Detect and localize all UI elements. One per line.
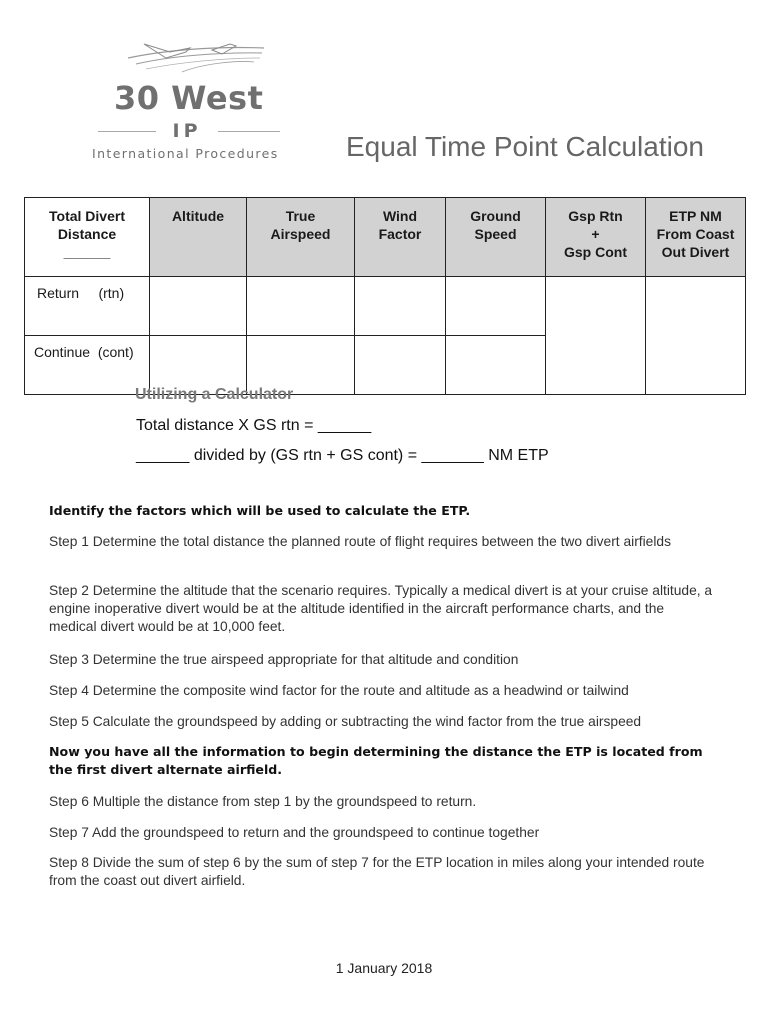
airplane-icon (126, 42, 266, 82)
footer-date: 1 January 2018 (335, 960, 433, 976)
header-wind-factor: Wind Factor (355, 198, 446, 277)
formula-line-2: ______ divided by (GS rtn + GS cont) = _______ NM ETP (136, 447, 549, 464)
step-8: Step 8 Divide the sum of step 6 by the sum of step 7 for the ETP location in miles along your intended route from the coast out divert airfield. (49, 855, 705, 888)
header-total-divert-distance: Total Divert Distance ______ (25, 198, 150, 277)
table-row (25, 277, 746, 336)
cell-continue-wind-factor[interactable] (355, 336, 446, 395)
header-ground-speed: Ground Speed (446, 198, 546, 277)
step-5: Step 5 Calculate the groundspeed by adding or subtracting the wind factor from the true airspeed (49, 714, 642, 729)
cell-return-wind-factor[interactable] (355, 277, 446, 336)
logo-rule-right (218, 131, 280, 132)
step-2: Step 2 Determine the altitude that the scenario requires. Typically a medical divert is at your cruise altitude, a engine inoperative divert would be at the altitude identified in the aircraft performance charts, and the medical divert would be at 10,000 feet. (49, 583, 713, 634)
step-1: Step 1 Determine the total distance the planned route of flight requires between the two divert airfields (49, 534, 671, 549)
calculator-heading: Utilizing a Calculator (135, 386, 294, 403)
etp-table (24, 197, 746, 395)
cell-return-altitude[interactable] (150, 277, 247, 336)
logo-wordmark: 30 West (114, 79, 264, 117)
logo-tagline: International Procedures (92, 146, 279, 161)
cell-gsp-sum[interactable] (546, 277, 646, 395)
instructions-intro: Identify the factors which will be used to calculate the ETP. (49, 503, 471, 518)
table-header-row (25, 198, 746, 277)
header-altitude: Altitude (150, 198, 247, 277)
header-gsp-sum: Gsp Rtn + Gsp Cont (546, 198, 646, 277)
step-7: Step 7 Add the groundspeed to return and the groundspeed to continue together (49, 825, 540, 840)
cell-return-true-airspeed[interactable] (247, 277, 355, 336)
cell-etp-nm[interactable] (646, 277, 746, 395)
row-label-return: Return (rtn) (25, 277, 150, 336)
instructions-summary: Now you have all the information to begin determining the distance the ETP is located from the first divert alternate airfield. (49, 744, 703, 777)
step-6: Step 6 Multiple the distance from step 1 by the groundspeed to return. (49, 794, 477, 809)
cell-return-ground-speed[interactable] (446, 277, 546, 336)
formula-line-1: Total distance X GS rtn = ______ (136, 417, 372, 434)
row-label-continue: Continue (cont) (25, 336, 150, 395)
page-title: Equal Time Point Calculation (346, 131, 704, 162)
cell-continue-ground-speed[interactable] (446, 336, 546, 395)
header-true-airspeed: True Airspeed (247, 198, 355, 277)
company-logo (92, 42, 292, 167)
logo-ip-text: IP (172, 120, 202, 142)
step-4: Step 4 Determine the composite wind factor for the route and altitude as a headwind or tailwind (49, 683, 629, 698)
step-3: Step 3 Determine the true airspeed appropriate for that altitude and condition (49, 652, 519, 667)
header-etp-nm: ETP NM From Coast Out Divert (646, 198, 746, 277)
